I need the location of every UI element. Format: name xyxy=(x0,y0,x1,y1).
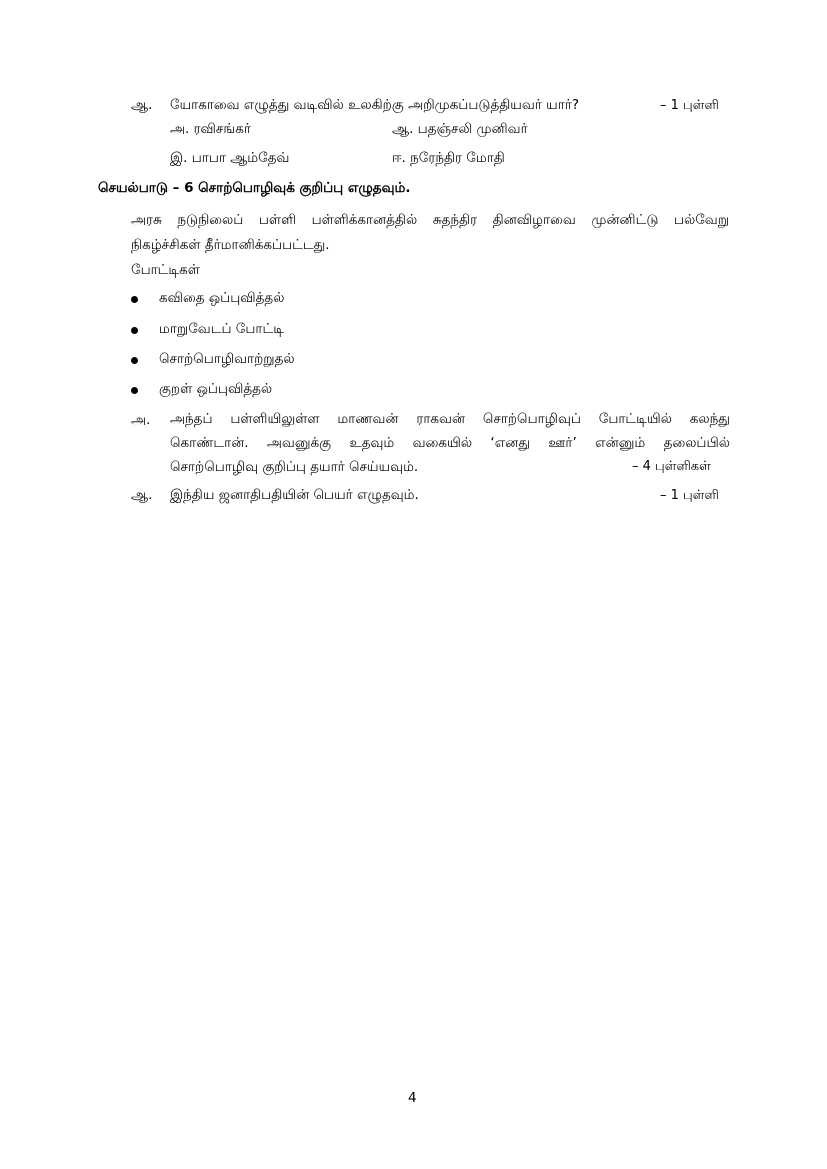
intro-line-2: நிகழ்ச்சிகள் தீர்மானிக்கப்பட்டது. xyxy=(131,237,330,253)
question-text: இந்திய ஜனாதிபதியின் பெயர் எழுதவும். xyxy=(170,487,419,503)
question-marks: – 4 புள்ளிகள் xyxy=(632,459,711,474)
option-c: இ. பாபா ஆம்தேவ் xyxy=(170,150,290,166)
question-marks: – 1 புள்ளி xyxy=(660,98,719,113)
question-text: யோகாவை எழுத்து வடிவில் உலகிற்கு அறிமுகப்படுத்தியவர் யார்? xyxy=(170,97,579,113)
question-label: ஆ. xyxy=(131,487,153,503)
option-b: ஆ. பதஞ்சலி முனிவர் xyxy=(392,121,528,137)
question-line-2: கொண்டான். அவனுக்கு உதவும் வகையில் ‘எனது ஊர்’ என்னும் தலைப்பில் xyxy=(170,435,730,451)
list-item-label: குறள் ஒப்புவித்தல் xyxy=(159,381,273,397)
competitions-label: போட்டிகள் xyxy=(131,262,200,278)
question-label: ஆ. xyxy=(131,97,153,113)
question-line-3: சொற்பொழிவு குறிப்பு தயார் செய்யவும். xyxy=(170,459,419,475)
list-item-label: கவிதை ஒப்புவித்தல் xyxy=(159,290,285,306)
option-a: அ. ரவிசங்கர் xyxy=(170,121,251,137)
list-item-label: சொற்பொழிவாற்றுதல் xyxy=(159,351,295,367)
bullet-icon xyxy=(131,296,138,303)
list-item-label: மாறுவேடப் போட்டி xyxy=(159,321,284,337)
activity-intro xyxy=(131,208,729,258)
page-number: 4 xyxy=(408,1090,417,1106)
activity-heading: செயல்பாடு – 6 சொற்பொழிவுக் குறிப்பு எழுதவும். xyxy=(98,180,411,196)
intro-line-1: அரசு நடுநிலைப் பள்ளி பள்ளிக்கானத்தில் சுதந்திர தினவிழாவை முன்னிட்டு பல்வேறு xyxy=(131,212,729,228)
bullet-icon xyxy=(131,357,138,364)
question-marks: – 1 புள்ளி xyxy=(660,488,719,503)
bullet-icon xyxy=(131,387,138,394)
question-label: அ. xyxy=(131,412,151,428)
question-line-1: அந்தப் பள்ளியிலுள்ள மாணவன் ராகவன் சொற்பொழிவுப் போட்டியில் கலந்து xyxy=(170,411,730,427)
bullet-icon xyxy=(131,327,138,334)
option-d: ஈ. நரேந்திர மோதி xyxy=(392,150,505,166)
